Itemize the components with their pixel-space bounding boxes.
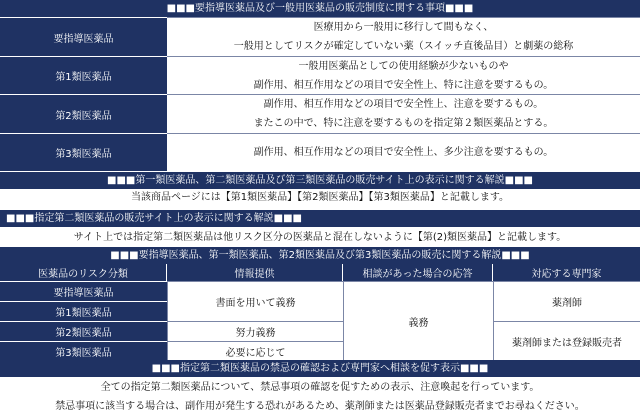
risk-row-class2: 第2類医薬品 [0, 321, 167, 341]
col-header-expert: 対応する専門家 [493, 264, 640, 281]
col-header-consult: 相談があった場合の応答 [343, 264, 493, 281]
col-header-risk: 医薬品のリスク分類 [0, 264, 167, 281]
section5-header: ■■■指定第二類医薬品の禁忌の確認および専門家へ相談を促す表示■■■ [0, 360, 640, 377]
row-label-requires-guidance: 要指導医薬品 [0, 17, 167, 56]
row-desc-class2 [167, 94, 640, 133]
row-label-class2: 第2類医薬品 [0, 94, 167, 133]
expert-pharmacist-or-registered-seller: 薬剤師または登録販売者 [493, 321, 640, 360]
section3-text: サイト上では指定第二類医薬品は他リスク区分の医薬品と混在しないように【第(2)類医薬品】と記載します。 [0, 229, 640, 246]
desc-line: 副作用、相互作用などの項目で安全性上、注意を要するもの。 [263, 99, 544, 110]
row-label-class1: 第1類医薬品 [0, 56, 167, 94]
desc-line: 副作用、相互作用などの項目で安全性上、多少注意を要するもの。 [253, 147, 554, 158]
col-header-info: 情報提供 [167, 264, 343, 281]
risk-row-class3: 第3類医薬品 [0, 341, 167, 360]
row-desc-class3 [167, 133, 640, 171]
consult-obligation: 義務 [343, 281, 493, 360]
desc-line: 一般用としてリスクが確定していない薬（スイッチ直後品目）と劇薬の総称 [233, 41, 574, 52]
section2-header: ■■■第一類医薬品、第二類医薬品及び第三類医薬品の販売サイト上の表示に関する解説■■■ [0, 172, 640, 189]
desc-line: 副作用、相互作用などの項目で安全性上、特に注意を要するもの。 [253, 79, 554, 91]
section1-header: ■■■要指導医薬品及び一般用医薬品の販売制度に関する事項■■■ [0, 0, 640, 17]
desc-line: 医療用から一般用に移行して間もなく、 [313, 22, 494, 33]
section4-header: ■■■要指導医薬品、第一類医薬品、第2類医薬品及び第3類医薬品の販売に関する解説■■■ [0, 247, 640, 264]
row-desc-class1 [167, 56, 640, 94]
section3-header: ■■■指定第二類医薬品の販売サイト上の表示に関する解説■■■ [0, 210, 640, 227]
info-written-obligation: 書面を用いて義務 [167, 281, 343, 321]
section2-text: 当該商品ページには【第1類医薬品】【第2類医薬品】【第3類医薬品】と記載します。 [0, 189, 640, 206]
row-label-class3: 第3類医薬品 [0, 133, 167, 171]
desc-line: 一般用医薬品としての使用経験が少ないものや [298, 60, 509, 72]
info-as-needed: 必要に応じて [167, 341, 343, 360]
section5-line1: 全ての指定第二類医薬品について、禁忌事項の確認を促すための表示、注意喚起を行っています。 [0, 378, 640, 397]
row-desc-requires-guidance [167, 17, 640, 56]
sales-table [0, 264, 640, 360]
info-effort-obligation: 努力義務 [167, 321, 343, 341]
expert-pharmacist: 薬剤師 [493, 281, 640, 321]
risk-row-requires-guidance: 要指導医薬品 [0, 281, 167, 301]
risk-row-class1: 第1類医薬品 [0, 301, 167, 321]
desc-line: またこの中で、特に注意を要するものを指定第２類医薬品とする。 [253, 118, 554, 129]
section5-line2: 禁忌事項に該当する場合は、副作用が発生する恐れがあるため、薬剤師または医薬品登録販売者までお尋ねください。 [0, 397, 640, 416]
